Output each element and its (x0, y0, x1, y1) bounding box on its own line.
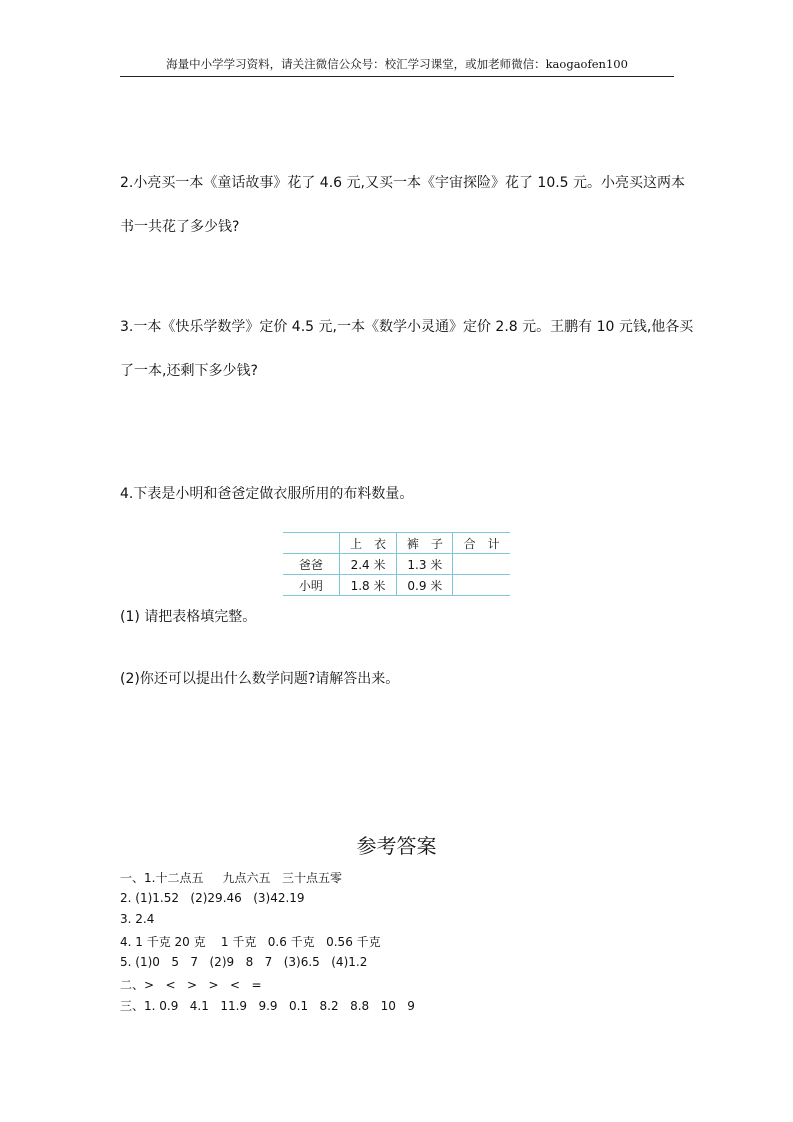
table-cell (453, 554, 510, 575)
table-row (283, 575, 510, 596)
question-4-intro: 4.下表是小明和爸爸定做衣服所用的布料数量。 (120, 486, 414, 502)
answer-line: 5. (1)0 5 7 (2)9 8 7 (3)6.5 (4)1.2 (120, 955, 368, 969)
question-3 (120, 316, 694, 380)
question-2-line-2: 书一共花了多少钱? (120, 219, 240, 235)
answer-line: 2. (1)1.52 (2)29.46 (3)42.19 (120, 891, 305, 905)
question-3-line-2: 了一本,还剩下多少钱? (120, 363, 258, 379)
question-2 (120, 172, 686, 236)
question-2-line-1: 2.小亮买一本《童话故事》花了 4.6 元,又买一本《宇宙探险》花了 10.5 元。小亮买这两本 (120, 175, 686, 191)
table-header-cell: 上 衣 (339, 533, 397, 554)
table-cell: 爸爸 (283, 554, 339, 575)
table-cell: 0.9 米 (397, 575, 453, 596)
table-cell: 1.8 米 (339, 575, 397, 596)
table-row (283, 554, 510, 575)
table-cell: 2.4 米 (339, 554, 397, 575)
question-3-line-1: 3.一本《快乐学数学》定价 4.5 元,一本《数学小灵通》定价 2.8 元。王鹏有 10 元钱,他各买 (120, 319, 694, 335)
question-4-sub-2: (2)你还可以提出什么数学问题?请解答出来。 (120, 671, 400, 687)
answer-line: 三、1. 0.9 4.1 11.9 9.9 0.1 8.2 8.8 10 9 (120, 999, 415, 1013)
table-header-cell: 合 计 (453, 533, 510, 554)
question-4-sub-1: (1) 请把表格填完整。 (120, 609, 257, 625)
answer-line: 二、> < > > < = (120, 978, 262, 992)
answer-line: 4. 1 千克 20 克 1 千克 0.6 千克 0.56 千克 (120, 935, 381, 949)
table-header-cell: 裤 子 (397, 533, 453, 554)
answers-title: 参考答案 (356, 834, 437, 858)
page-header: 海量中小学学习资料，请关注微信公众号：校汇学习课堂，或加老师微信：kaogaofen100 (120, 56, 674, 77)
table-header-cell (283, 533, 339, 554)
table-cell: 1.3 米 (397, 554, 453, 575)
answer-line: 一、1.十二点五 九点六五 三十点五零 (120, 871, 342, 885)
fabric-table (283, 532, 510, 596)
answer-line: 3. 2.4 (120, 912, 155, 926)
table-cell (453, 575, 510, 596)
table-header-row (283, 533, 510, 554)
table-cell: 小明 (283, 575, 339, 596)
